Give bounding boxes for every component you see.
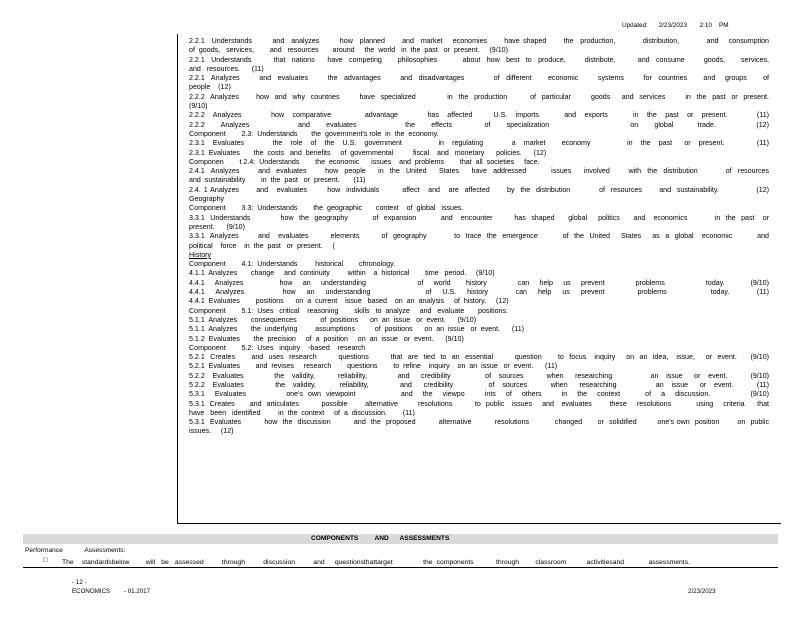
standard-line: 5.1.1 Analyzes the underlying assumptions of positions on an issue or event. (11) [189,325,525,334]
standard-line: 5.3.1 Creates and articulates possible alternative resolutions to public issues and evaluates these resolutions using criteria that [189,399,769,408]
standard-line: 3.3.1 Understands how the geography of expansion and encounter has shaped global politics and economics in the past or [189,213,769,222]
page-number: - 12 - [72,579,87,586]
performance-assessments-label: Performance Assessments: [25,547,126,554]
standard-line: 5.1.1 Analyzes consequences of positions on an issue or event. (9/10) [189,315,477,324]
standard-line: Component 5.1: Uses critical reasoning skills to analyze and evaluate positions. [189,306,508,315]
standard-line: and resources. (11) [189,64,264,73]
standard-line: issues. (12) [189,427,234,436]
standard-line: political force in the past or present. ( [189,241,335,250]
standards-list [189,37,769,437]
section-heading: Geography [189,195,225,204]
standard-line: 2.2.2 Analyzes how and why countries have specialized in the production of particular goods and services in the past or present. [189,92,769,101]
standard-line: 5.2.2 Evaluates the validity, reliability, and credibility of sources when researching an issue or event. (9/10) [189,371,769,380]
footer-course: ECONOMICS - 01.2017 [72,588,151,595]
standard-line: 4.1.1 Analyzes change and continuity within a historical time period. (9/10) [189,269,495,278]
updated-timestamp: Updated: 2/23/2023 2:10 PM [622,22,729,29]
bottom-rule [23,567,778,568]
standard-line: 5.1.2 Evaluates the precision of a position on an issue or event. (9/10) [189,334,464,343]
standard-line: Component 5.2: Uses inquiry -based research [189,343,366,352]
standard-line: 2.4.1 Analyzes and evaluates how people in the United States have addressed issues involved with the distribution of resources [189,167,769,176]
standard-line: 2.3.1 Evaluates the costs and benefits of governmental fiscal and monetary policies. (12) [189,148,547,157]
standard-line: Componen t 2.4: Understands the economic issues and problems that all societies face. [189,157,540,166]
checkbox-bullet-icon: □ [43,557,48,564]
standard-line: 2.3.1 Evaluates the role of the U.S. government in regulating a market economy in the past or present. (11) [189,139,769,148]
standard-line: of goods, services, and resources around the world in the past or present. (9/10) [189,46,508,55]
standard-line: Component 4.1: Understands historical chronology. [189,260,396,269]
components-and-assessments-bar [23,534,778,544]
standard-line: 4.4.1 Evaluates positions on a current issue based on an analysis of history. (12) [189,297,509,306]
standard-line: 2.4. 1 Analyzes and evaluates how individuals affect and are affected by the distribution of resources and sustainability. (12) [189,185,769,194]
footer-date: 2/23/2023 [688,588,716,595]
standard-line: 5.3.1 Evaluates one's own viewpoint and the viewpo ints of others in the context of a discussion. (9/10) [189,390,769,399]
standard-line: 3.3.1 Analyzes and evaluates elements of geography to trace the emergence of the United States as a global economic and [189,232,769,241]
standard-line: present. (9/10) [189,222,245,231]
standard-line: Component 3.3: Understands the geographic context of global issues. [189,204,464,213]
section-heading: History [189,250,212,259]
standard-line: 2.2.1 Analyzes and evaluates the advantages and disadvantages of different economic systems for countries and groups of [189,74,769,83]
standard-line: 2.2.1 Understands and analyzes how planned and market economies have shaped the production, distribution, and consumption [189,37,769,45]
standard-line: 4.4.1 Analyzes how an understanding of world history can help us prevent problems today. (9/10) [189,278,769,287]
standard-line: 5.2.1 Evaluates and revises research questions to refine inquiry on an issue or event. (11) [189,362,558,371]
standard-line: 5.3.1 Evaluates how the discussion and the proposed alternative resolutions changed or solidified one's own position on public [189,418,769,427]
standard-line: (9/10) [189,102,208,111]
standard-line: 5.2.1 Creates and uses research questions that are tied to an essential question to focus inquiry on an idea, issue, or event. (9/10) [189,353,769,362]
standard-line: 2.2.2 Analyzes how comparative advantage has affected U.S. imports and exports in the past or present. (11) [189,111,769,120]
standard-line: 2.2.1 Understands that nations have competing philosophies about how best to produce, distribute, and consume goods, services, [189,55,769,64]
standard-line: 2.2.2 Analyzes and evaluates the effects of specialization on global trade. (12) [189,120,769,129]
standard-line: Component 2.3: Understands the government's role in the economy. [189,129,439,138]
performance-assessments-text: The standardsbelow will be assessed through discussion and questionsthattarget the components through classroom activitiesand assessments. [62,559,690,566]
standard-line: have been identified in the context of a discussion. (11) [189,408,415,417]
standard-line: 4.4.1 Analyzes how an understanding of U.S. history can help us prevent problems today. (11) [189,288,769,297]
standard-line: 5.2.2 Evaluates the validity, reliability, and credibility of sources when researching an issue or event. (11) [189,380,769,389]
standard-line: and sustainability in the past or present. (11) [189,176,366,185]
standard-line: people (12) [189,83,231,92]
components-and-assessments-title: COMPONENTS AND ASSESSMENTS [311,535,450,542]
